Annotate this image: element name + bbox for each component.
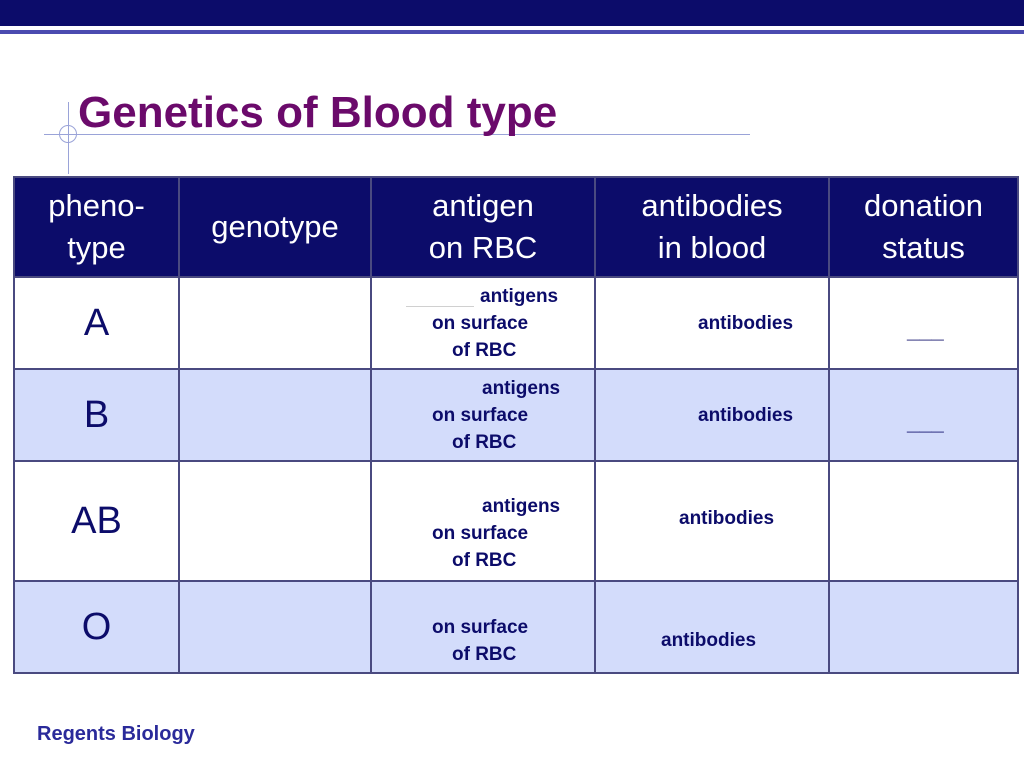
header-antigen: antigen on RBC: [371, 177, 595, 277]
antibodies-text: antibodies: [661, 630, 757, 651]
blood-type-table: [13, 176, 1019, 674]
antigen-blank: [406, 306, 474, 307]
antibodies-text: antibodies: [698, 313, 794, 334]
phenotype-cell: AB: [14, 461, 179, 581]
antigen-text: antigens: [482, 378, 561, 399]
phenotype-cell: O: [14, 581, 179, 673]
table-header-row: [14, 177, 1018, 277]
antigen-text: on surface: [432, 313, 529, 334]
antibodies-cell: [595, 461, 829, 581]
antibodies-cell: [595, 369, 829, 461]
header-antibodies: antibodies in blood: [595, 177, 829, 277]
donation-cell: [829, 369, 1018, 461]
genotype-cell: [179, 461, 371, 581]
antigen-text: of RBC: [452, 644, 517, 665]
donation-cell: [829, 581, 1018, 673]
donation-cell: [829, 461, 1018, 581]
antigen-text: antigens: [480, 286, 559, 307]
table-row: [14, 581, 1018, 673]
donation-blank: ___: [907, 410, 944, 435]
table-row: [14, 277, 1018, 369]
header-phenotype: pheno- type: [14, 177, 179, 277]
antigen-text: on surface: [432, 405, 529, 426]
antigen-text: of RBC: [452, 432, 517, 453]
phenotype-cell: A: [14, 277, 179, 369]
header-genotype: genotype: [179, 177, 371, 277]
header-donation: donation status: [829, 177, 1018, 277]
top-bar: [0, 0, 1024, 26]
table-row: [14, 461, 1018, 581]
antigen-text: of RBC: [452, 550, 517, 571]
antigen-text: on surface: [432, 617, 529, 638]
antigen-cell: [371, 277, 595, 369]
top-rule: [0, 30, 1024, 34]
slide-title: Genetics of Blood type: [78, 88, 558, 137]
genotype-cell: [179, 277, 371, 369]
donation-cell: [829, 277, 1018, 369]
phenotype-cell: B: [14, 369, 179, 461]
antigen-text: antigens: [482, 496, 561, 517]
antigen-cell: [371, 461, 595, 581]
antigen-cell: [371, 581, 595, 673]
footer-text: Regents Biology: [37, 723, 195, 745]
antibodies-text: antibodies: [679, 508, 775, 529]
antibodies-text: antibodies: [698, 405, 794, 426]
antigen-cell: [371, 369, 595, 461]
donation-blank: ___: [907, 318, 944, 343]
antibodies-cell: [595, 277, 829, 369]
genotype-cell: [179, 369, 371, 461]
genotype-cell: [179, 581, 371, 673]
table-row: [14, 369, 1018, 461]
antigen-text: on surface: [432, 523, 529, 544]
title-decoration-circle: [59, 125, 77, 143]
antigen-text: of RBC: [452, 340, 517, 361]
antibodies-cell: [595, 581, 829, 673]
